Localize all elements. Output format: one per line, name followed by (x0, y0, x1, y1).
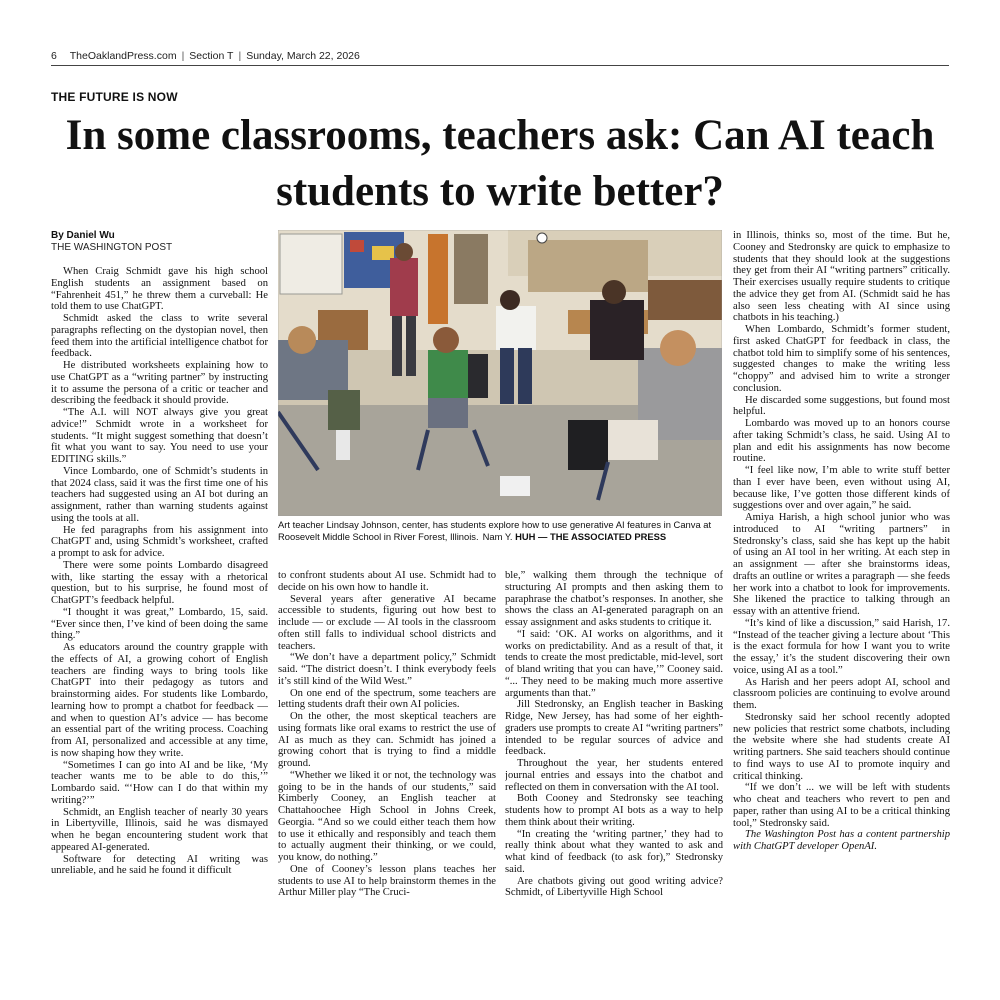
article-column-3 (505, 570, 723, 958)
article-paragraph: Are chatbots giving out good writing advice? Schmidt, of Libertyville High School (505, 875, 723, 899)
article-paragraph: Several years after generative AI became accessible to students, figuring out how best to include — or exclude — AI tools in the classroom often still falls to individual school districts and teachers. (278, 593, 496, 652)
author-name: By Daniel Wu (51, 230, 115, 241)
article-paragraph: in Illinois, thinks so, most of the time. But he, Cooney and Stedronsky are quick to emphasize to students that they should look at the suggestions they get from their AI “writing partners” critically. Their exercises usually require students to critique the advice they get from AI. (Schmidt said he has also seen less cheating with AI since using chatbots in his teaching.) (733, 230, 950, 324)
page-folio: 6 TheOaklandPress.com | Section T | Sunday, March 22, 2026 (51, 49, 949, 66)
section-label: Section T (189, 50, 234, 62)
article-paragraph: “I said: ‘OK. AI works on algorithms, and it works on predictability. And as a result of that, it tends to create the most predictable, mid-level, sort of bland writing that you can have,’” Cooney said. “... They need to be making much more assertive arguments than that.” (505, 628, 723, 699)
article-paragraph: Throughout the year, her students entered journal entries and essays into the chatbot and reflected on them in conversation with the AI tool. (505, 758, 723, 793)
page-number: 6 (51, 50, 57, 62)
article-column-1 (51, 266, 268, 958)
article-paragraph: “If we don’t ... we will be left with students who cheat and teachers who revert to pen and paper, rather than using AI to be a critical thinking tool,” Stedronsky said. (733, 782, 950, 829)
article-paragraph: Vince Lombardo, one of Schmidt’s students in that 2024 class, said it was the first time one of his teachers had suggested using an AI bot during an assignment, rather than warning students against using the tools at all. (51, 465, 268, 524)
article-paragraph: Amiya Harish, a high school junior who was introduced to AI “writing partners” in Stedronsky’s class, said she has kept up the habit of using an AI tool in her writing. At each step in an assignment — after she brainstorms ideas, drafts an outline or writes a paragraph — she feeds her work into a chatbot to look for improvements. She likened the practice to talking through an essay with an attentive friend. (733, 512, 950, 617)
article-paragraph: Stedronsky said her school recently adopted new policies that restrict some chatbots, including the website where she had students create AI writing partners. She said teachers should continue to find ways to use AI to promote inquiry and critical thinking. (733, 711, 950, 782)
byline (51, 230, 172, 254)
article-column-4 (733, 230, 950, 958)
article-paragraph: Both Cooney and Stedronsky see teaching students how to prompt AI bots as a way to help them think about their writing. (505, 793, 723, 828)
article-paragraph: As Harish and her peers adopt AI, school and classroom policies are continuing to evolve around them. (733, 676, 950, 711)
article-paragraph: When Lombardo, Schmidt’s former student, first asked ChatGPT for feedback in class, the chatbot told him to simplify some of his sentences, suggested changes to make the writing less “choppy” and advised him to write a stronger conclusion. (733, 324, 950, 394)
site-name: TheOaklandPress.com (69, 50, 177, 62)
article-paragraph: ble,” walking them through the technique of structuring AI prompts and then asking them to paraphrase the chatbot’s responses. In another, she shows the class an AI-generated paragraph on an essay assignment and asks students to critique it. (505, 570, 723, 628)
classroom-photo (278, 230, 722, 516)
author-organization: THE WASHINGTON POST (51, 242, 173, 253)
article-paragraph: “I thought it was great,” Lombardo, 15, said. “Ever since then, I’ve kind of been doing the same thing.” (51, 606, 268, 642)
headline: In some classrooms, teachers ask: Can AI teach students to write better? (65, 112, 935, 215)
article-paragraph: Schmidt asked the class to write several paragraphs reflecting on the dystopian novel, then feed them into the artificial intelligence chatbot for feedback. (51, 313, 268, 360)
article-paragraph: There were some points Lombardo disagreed with, like starting the essay with a rhetorical question, but to his surprise, he found most of ChatGPT’s feedback helpful. (51, 559, 268, 606)
article-paragraph: He discarded some suggestions, but found most helpful. (733, 394, 950, 418)
article-paragraph: When Craig Schmidt gave his high school English students an assignment based on “Fahrenheit 451,” he threw them a curveball: He told them to use ChatGPT. (51, 266, 268, 313)
classroom-photo-illustration (278, 230, 722, 516)
article-paragraph: He fed paragraphs from his assignment into ChatGPT and, using Schmidt’s worksheet, crafted a prompt to ask for advice. (51, 524, 268, 559)
article-paragraph: “We don’t have a department policy,” Schmidt said. “The district doesn’t. I think everybody feels it’s still kind of the Wild West.” (278, 652, 496, 687)
article-paragraph: Jill Stedronsky, an English teacher in Basking Ridge, New Jersey, has had some of her eighth-graders use prompts to create AI “writing partners” intended to be regular sources of advice and feedback. (505, 699, 723, 758)
section-kicker: THE FUTURE IS NOW (51, 90, 178, 104)
photo-caption (278, 519, 722, 543)
photo-credit-organization: HUH — THE ASSOCIATED PRESS (515, 531, 667, 542)
article-paragraph: Software for detecting AI writing was unreliable, and he said he found it difficult (51, 853, 268, 877)
ownership-disclosure: The Washington Post has a content partnership with ChatGPT developer OpenAI. (733, 829, 950, 852)
article-paragraph: “Whether we liked it or not, the technology was going to be in the hands of our students,” said Kimberly Cooney, an English teacher at Chattahoochee High School in Johns Creek, Georgia. “And so we could either teach them how to use it ethically and responsibly and teach them to actually augment their thinking, or we could, you know, do nothing.” (278, 769, 496, 863)
caption-text: Art teacher Lindsay Johnson, center, has students explore how to use generative AI features in Canva at Roosevelt Middle School in River Forest, Illinois. (278, 519, 712, 542)
article-paragraph: As educators around the country grapple with the effects of AI, a growing cohort of English teachers are finding ways to bring tools like ChatGPT into their pedagogy as tutors and brainstorming aides. For students like Lombardo, learning how to prompt a chatbot for feedback — and when to question AI’s advice — has become an essential part of the writing process. Coaching from AI, personalized and accessible at any time, is now shaping how they write. (51, 642, 268, 759)
article-paragraph: He distributed worksheets explaining how to use ChatGPT as a “writing partner” by instructing it to assume the persona of a critic or teacher and describing the feedback it should provide. (51, 360, 268, 407)
article-paragraph: On one end of the spectrum, some teachers are letting students draft their own AI policies. (278, 687, 496, 711)
article-paragraph: One of Cooney’s lesson plans teaches her students to use AI to help brainstorm themes in the Arthur Miller play “The Cruci- (278, 863, 496, 899)
article-paragraph: Schmidt, an English teacher of nearly 30 years in Libertyville, Illinois, said he was dismayed when he began encountering student work that appeared AI-generated. (51, 806, 268, 853)
photo-credit-name: Nam Y. (482, 531, 513, 542)
article-paragraph: to confront students about AI use. Schmidt had to decide on his own how to handle it. (278, 570, 496, 593)
article-paragraph: “It’s kind of like a discussion,” said Harish, 17. “Instead of the teacher giving a lecture about ‘This is the exact formula for how I want you to write the essay,’ it’s the student discovering their own voice, using AI as a tool.” (733, 617, 950, 676)
article-paragraph: On the other, the most skeptical teachers are using formats like oral exams to restrict the use of AI as much as they can. Schmidt has joined a growing cohort that is trying to find a middle ground. (278, 711, 496, 769)
article-paragraph: Lombardo was moved up to an honors course after taking Schmidt’s class, he said. Using AI to plan and edit his assignments has now become routine. (733, 418, 950, 465)
article-paragraph: “In creating the ‘writing partner,’ they had to really think about what they wanted to ask and what kind of feedback (to ask for),” Stedronsky said. (505, 828, 723, 875)
article-paragraph: “The A.I. will NOT always give you great advice!” Schmidt wrote in a worksheet for students. “It might suggest something that doesn’t fit what you want to say. You need to use your EDITING skills.” (51, 407, 268, 465)
article-paragraph: “Sometimes I can go into AI and be like, ‘My teacher wants me to be able to do this,’” Lombardo said. “‘How can I do that within my writing?’” (51, 759, 268, 806)
article-column-2 (278, 570, 496, 958)
issue-date: Sunday, March 22, 2026 (246, 50, 360, 62)
article-paragraph: “I feel like now, I’m able to write stuff better than I ever have been, even without using AI, because like, I’ve gotten those different kinds of suggestions over and over again,” he said. (733, 465, 950, 512)
